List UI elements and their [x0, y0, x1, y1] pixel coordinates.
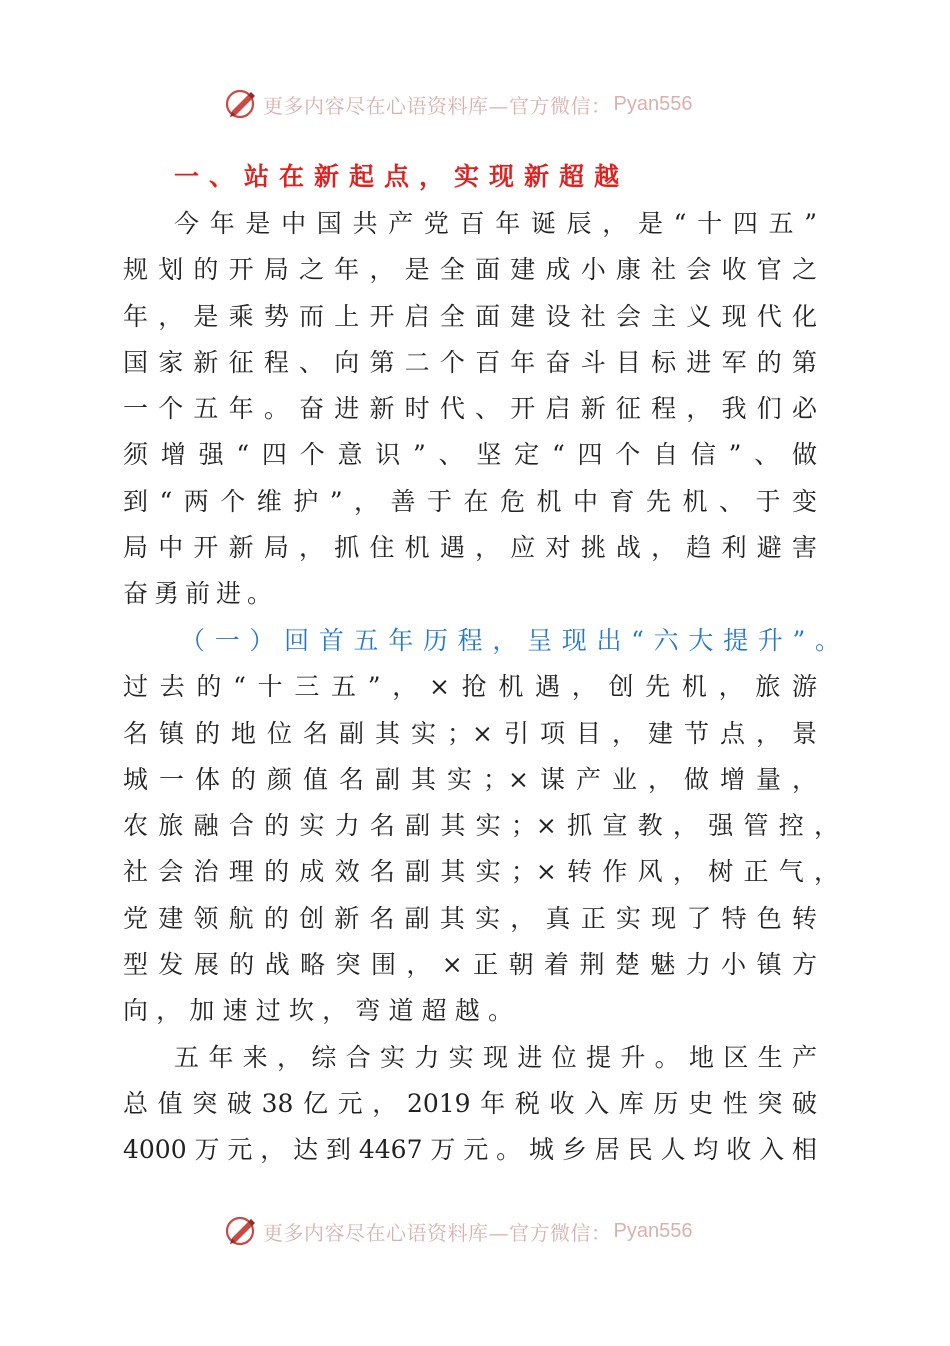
- watermark-wechat-id: Pyan556: [613, 1219, 693, 1242]
- pen-logo-icon: [225, 1214, 259, 1248]
- subsection-line: 型发展的战略突围，×正朝着荆楚魅力小镇方: [123, 950, 817, 979]
- footer-watermark: [225, 1211, 745, 1251]
- paragraph-line: 须增强“四个意识”、坚定“四个自信”、做: [123, 440, 817, 469]
- subsection-line: 社会治理的成效名副其实；×转作风，树正气，: [123, 857, 839, 886]
- watermark-text: 更多内容尽在心语资料库—官方微信：: [263, 93, 612, 118]
- subsection-line: 名镇的地位名副其实；×引项目，建节点，景: [123, 719, 817, 748]
- subsection-line: 向，加速过坎，弯道超越。: [123, 996, 513, 1025]
- paragraph-line: 局中开新局，抓住机遇，应对挑战，趋利避害: [123, 533, 817, 562]
- paragraph-line: 总值突破38亿元，2019年税收入库历史性突破: [123, 1089, 817, 1118]
- watermark-wechat-id: Pyan556: [613, 92, 693, 115]
- subsection-line: 过去的“十三五”，×抢机遇，创先机，旅游: [123, 672, 817, 701]
- paragraph-line: 4000万元，达到4467万元。城乡居民人均收入相: [123, 1135, 817, 1164]
- paragraph-line: 年，是乘势而上开启全面建设社会主义现代化: [123, 302, 817, 331]
- subsection-line: 党建领航的创新名副其实，真正实现了特色转: [123, 904, 817, 933]
- watermark-text: 更多内容尽在心语资料库—官方微信：: [263, 1220, 612, 1245]
- paragraph-line: 五年来，综合实力实现进位提升。地区生产: [174, 1043, 817, 1072]
- paragraph-line: 今年是中国共产党百年诞辰，是“十四五”: [174, 209, 817, 238]
- paragraph-line: 一个五年。奋进新时代、开启新征程，我们必: [123, 394, 817, 423]
- paragraph-line: 规划的开局之年，是全面建成小康社会收官之: [123, 255, 817, 284]
- subsection-line: 城一体的颜值名副其实；×谋产业，做增量，: [123, 765, 817, 794]
- paragraph-line: 国家新征程、向第二个百年奋斗目标进军的第: [123, 348, 817, 377]
- header-watermark: [225, 84, 745, 124]
- paragraph-line: 奋勇前进。: [123, 579, 279, 608]
- subsection-line: 农旅融合的实力名副其实；×抓宣教，强管控，: [123, 811, 839, 840]
- paragraph-line: 到“两个维护”，善于在危机中育先机、于变: [123, 487, 817, 516]
- section-heading: 一、站在新起点，实现新超越: [174, 162, 630, 191]
- subsection-heading: （一）回首五年历程，呈现出“六大提升”。: [180, 626, 840, 655]
- pen-logo-icon: [225, 87, 259, 121]
